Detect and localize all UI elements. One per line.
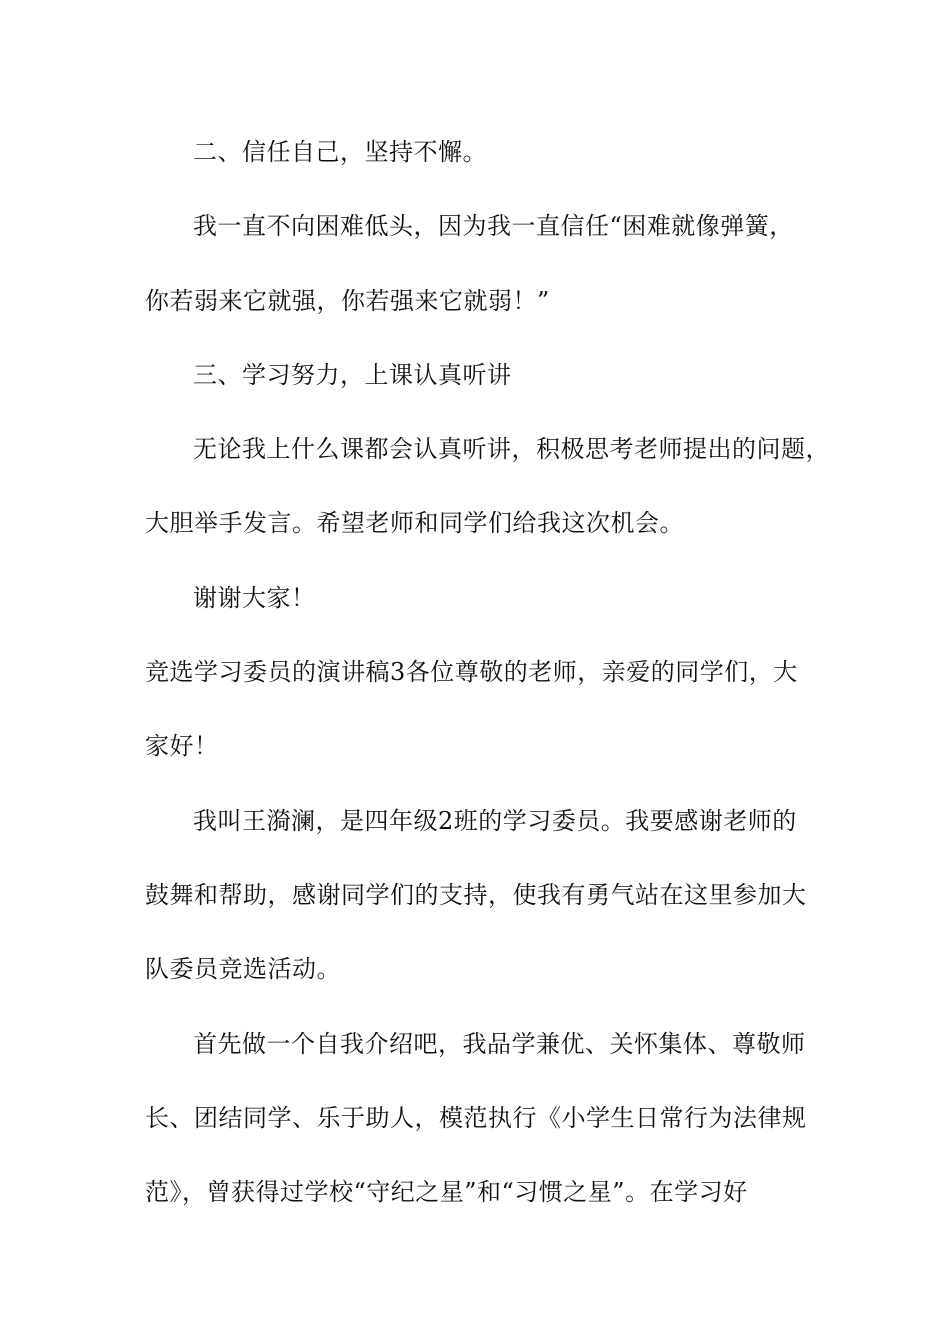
paragraph-line: 首先做一个自我介绍吧，我品学兼优、关怀集体、尊敬师	[193, 1030, 806, 1058]
closing-line: 谢谢大家！	[193, 584, 316, 612]
paragraph-heading-3: 三、学习努力，上课认真听讲	[193, 361, 512, 389]
paragraph-line: 家好！	[145, 732, 219, 760]
paragraph-line: 我一直不向困难低头，因为我一直信任“困难就像弹簧，	[193, 212, 794, 240]
paragraph-line: 范》，曾获得过学校“守纪之星”和“习惯之星”。在学习好	[145, 1178, 748, 1206]
paragraph-line: 长、团结同学、乐于助人，模范执行《小学生日常行为法律规	[145, 1104, 807, 1132]
paragraph-line: 我叫王漪澜，是四年级2班的学习委员。我要感谢老师的	[193, 807, 797, 835]
paragraph-line: 无论我上什么课都会认真听讲，积极思考老师提出的问题，	[193, 435, 830, 463]
paragraph-line: 队委员竞选活动。	[145, 955, 341, 983]
paragraph-heading-2: 二、信任自己，坚持不懈。	[193, 138, 487, 166]
paragraph-line: 鼓舞和帮助，感谢同学们的支持，使我有勇气站在这里参加大	[145, 881, 807, 909]
paragraph-line: 大胆举手发言。希望老师和同学们给我这次机会。	[145, 509, 684, 537]
speech-title-line: 竞选学习委员的演讲稿3各位尊敬的老师，亲爱的同学们，大	[145, 658, 798, 686]
paragraph-line: 你若弱来它就强，你若强来它就弱！”	[145, 287, 550, 315]
